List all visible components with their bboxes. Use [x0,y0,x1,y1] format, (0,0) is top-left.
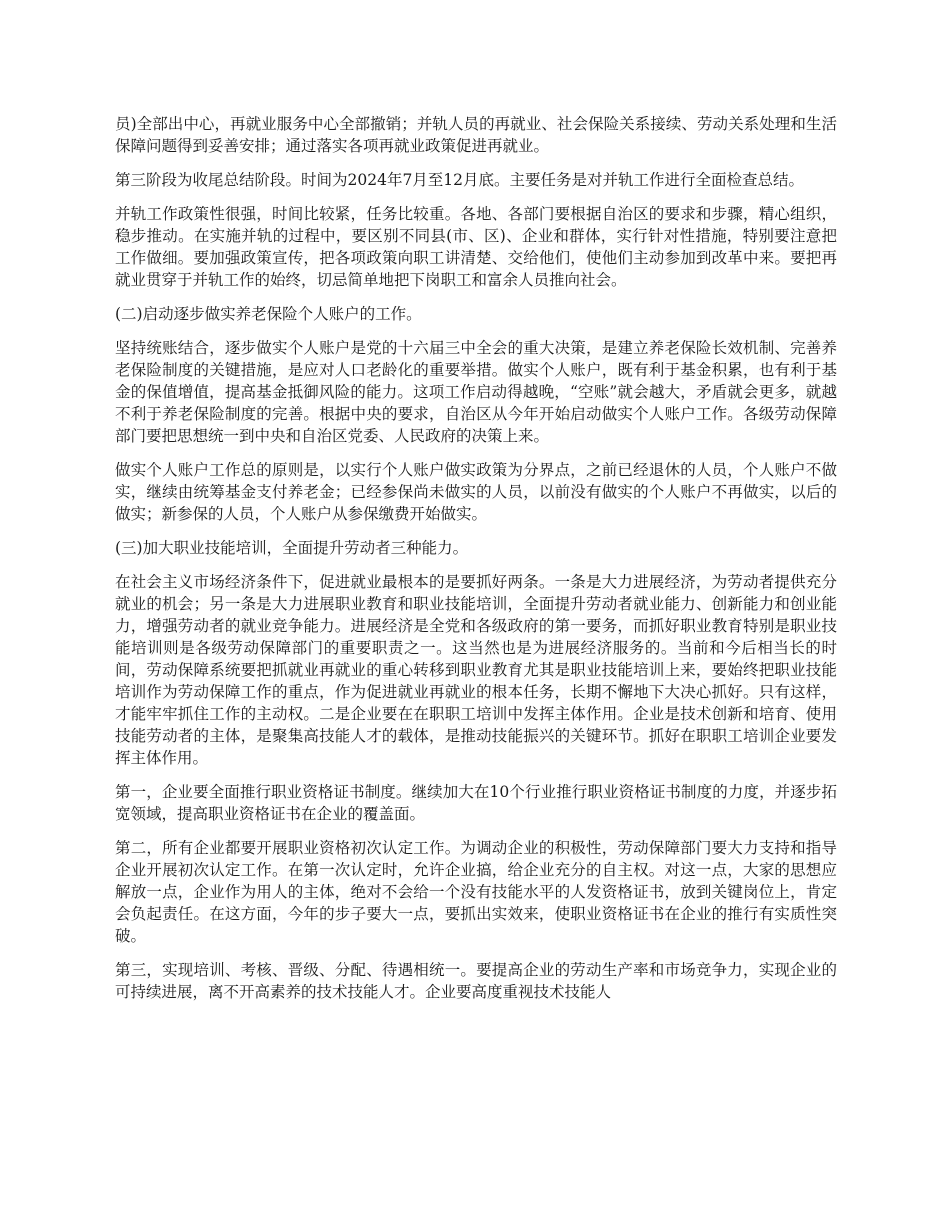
paragraph: 在社会主义市场经济条件下，促进就业最根本的是要抓好两条。一条是大力进展经济，为劳动者提供充分就业的机会；另一条是大力进展职业教育和职业技能培训，全面提升劳动者就业能力、创新能力和创业能力，增强劳动者的就业竞争能力。进展经济是全党和各级政府的第一要务，而抓好职业教育特别是职业技能培训则是各级劳动保障部门的重要职责之一。这当然也是为进展经济服务的。当前和今后相当长的时间，劳动保障系统要把抓就业再就业的重心转移到职业教育尤其是职业技能培训上来，要始终把职业技能培训作为劳动保障工作的重点，作为促进就业再就业的根本任务，长期不懈地下大决心抓好。只有这样，才能牢牢抓住工作的主动权。二是企业要在在职职工培训中发挥主体作用。企业是技术创新和培育、使用技能劳动者的主体，是聚集高技能人才的载体，是推动技能振兴的关键环节。抓好在职职工培训企业要发挥主体作用。 [115,573,837,767]
paragraph: 第一，企业要全面推行职业资格证书制度。继续加大在10个行业推行职业资格证书制度的力度，并逐步拓宽领域，提高职业资格证书在企业的覆盖面。 [115,783,837,823]
paragraph: 第三阶段为收尾总结阶段。时间为2024年7月至12月底。主要任务是对并轨工作进行全面检查总结。 [115,171,805,189]
paragraph: 坚持统账结合，逐步做实个人账户是党的十六届三中全会的重大决策，是建立养老保险长效机制、完善养老保险制度的关键措施，是应对人口老龄化的重要举措。做实个人账户，既有利于基金积累，也有利于基金的保值增值，提高基金抵御风险的能力。这项工作启动得越晚，“空账”就会越大，矛盾就会更多，就越不利于养老保险制度的完善。根据中央的要求，自治区从今年开始启动做实个人账户工作。各级劳动保障部门要把思想统一到中央和自治区党委、人民政府的决策上来。 [115,339,837,445]
section-heading: (二)启动逐步做实养老保险个人账户的工作。 [115,305,422,323]
section-heading: (三)加大职业技能培训，全面提升劳动者三种能力。 [115,539,469,557]
document-page [115,113,837,1015]
paragraph: 并轨工作政策性很强，时间比较紧，任务比较重。各地、各部门要根据自治区的要求和步骤，精心组织，稳步推动。在实施并轨的过程中，要区别不同县(市、区)、企业和群体，实行针对性措施，特别要注意把工作做细。要加强政策宣传，把各项政策向职工讲清楚、交给他们，使他们主动参加到改革中来。要把再就业贯穿于并轨工作的始终，切忌简单地把下岗职工和富余人员推向社会。 [115,205,837,289]
paragraph: 做实个人账户工作总的原则是，以实行个人账户做实政策为分界点，之前已经退休的人员，个人账户不做实，继续由统筹基金支付养老金；已经参保尚未做实的人员，以前没有做实的个人账户不再做实，以后的做实；新参保的人员，个人账户从参保缴费开始做实。 [115,461,837,523]
paragraph: 第三，实现培训、考核、晋级、分配、待遇相统一。要提高企业的劳动生产率和市场竞争力，实现企业的可持续进展，离不开高素养的技术技能人才。企业要高度重视技术技能人 [115,961,837,1001]
paragraph: 员)全部出中心，再就业服务中心全部撤销；并轨人员的再就业、社会保险关系接续、劳动关系处理和生活保障问题得到妥善安排；通过落实各项再就业政策促进再就业。 [115,115,837,155]
paragraph: 第二，所有企业都要开展职业资格初次认定工作。为调动企业的积极性，劳动保障部门要大力支持和指导企业开展初次认定工作。在第一次认定时，允许企业搞，给企业充分的自主权。对这一点，大家的思想应解放一点，企业作为用人的主体，绝对不会给一个没有技能水平的人发资格证书，放到关键岗位上，肯定会负起责任。在这方面，今年的步子要大一点，要抓出实效来，使职业资格证书在企业的推行有实质性突破。 [115,839,837,945]
